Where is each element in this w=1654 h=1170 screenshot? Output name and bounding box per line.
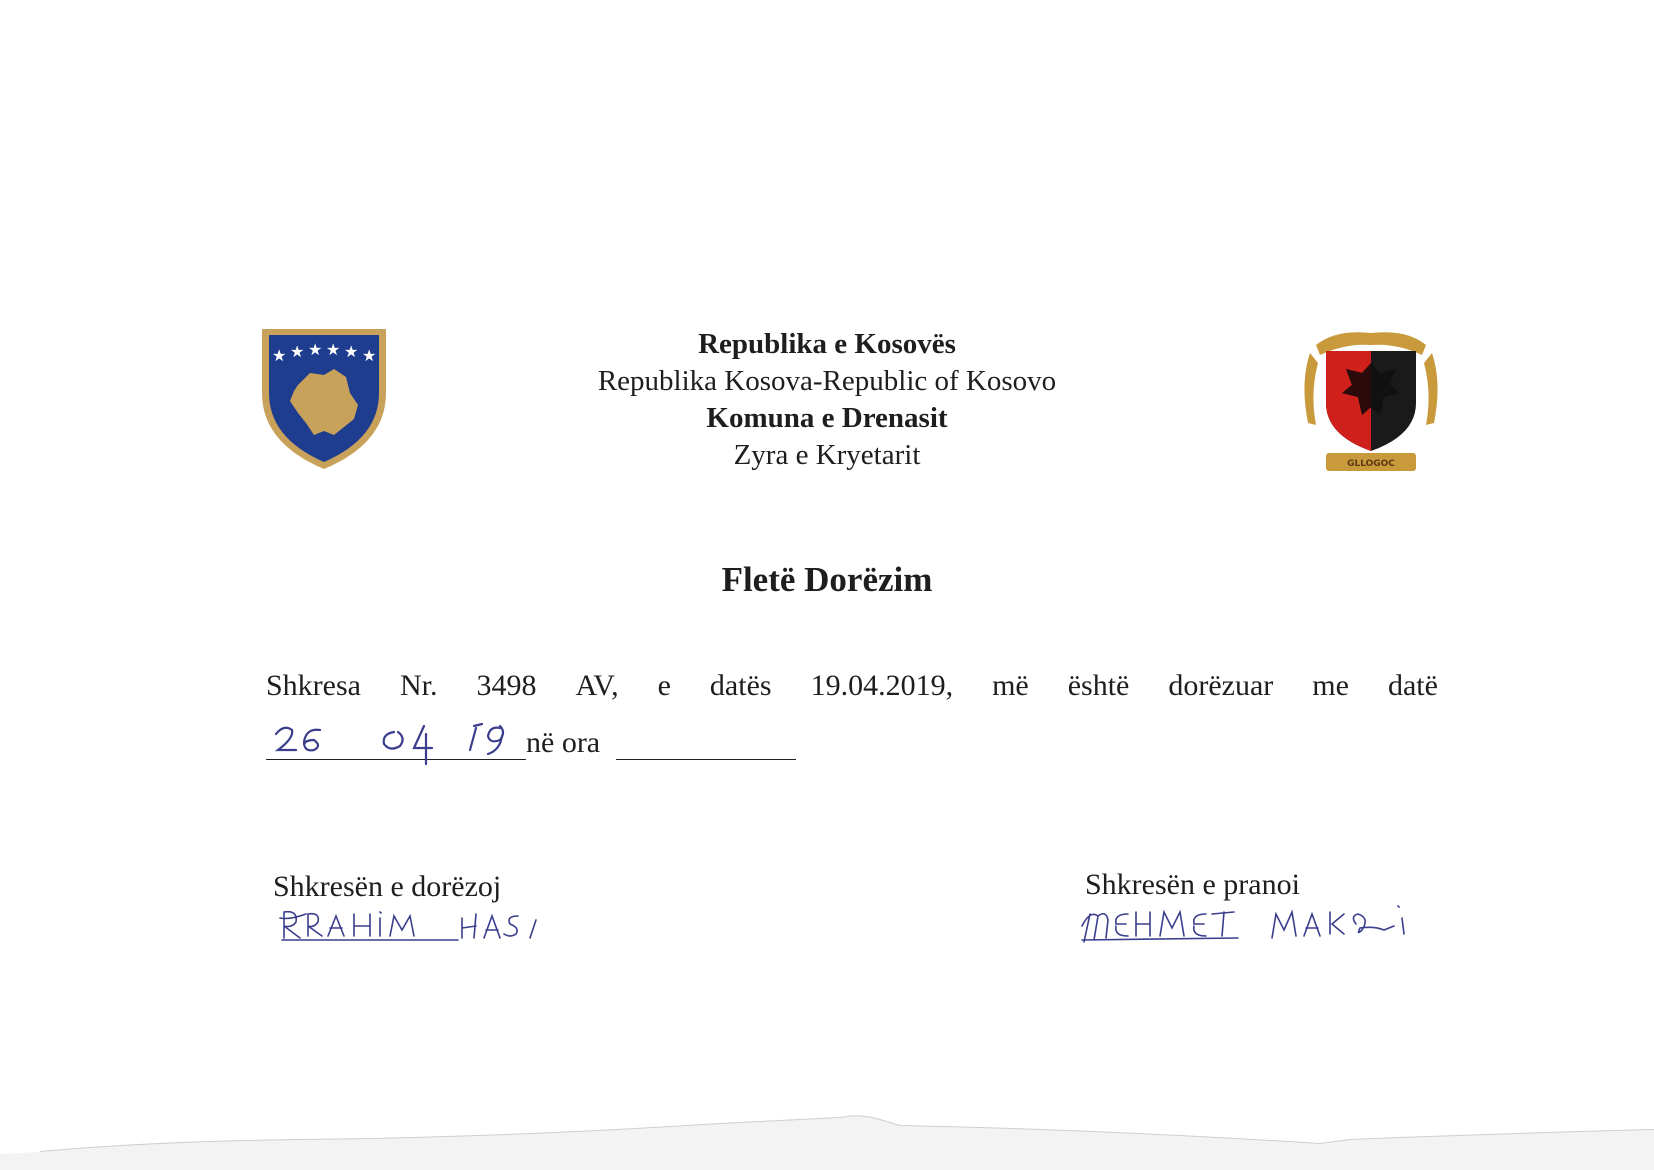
date-time-line xyxy=(266,716,806,766)
municipality-name: Komuna e Drenasit xyxy=(706,402,948,434)
delivery-statement xyxy=(266,666,1438,706)
received-by-label: Shkresën e pranoi xyxy=(1085,868,1300,901)
statement-word: AV, xyxy=(575,669,619,702)
svg-text:★: ★ xyxy=(290,342,305,361)
emblem-banner-text: GLLOGOC xyxy=(1347,459,1395,469)
statement-word: më xyxy=(992,669,1029,702)
statement-word: datës xyxy=(709,669,772,702)
time-label: në ora xyxy=(526,726,601,759)
statement-word: 19.04.2019, xyxy=(810,669,954,702)
office-name: Zyra e Kryetarit xyxy=(733,439,921,471)
statement-word: 3498 xyxy=(476,669,537,702)
statement-word: datë xyxy=(1387,669,1438,702)
svg-text:★: ★ xyxy=(308,340,323,359)
statement-word: dorëzuar xyxy=(1168,669,1274,702)
statement-word: e xyxy=(657,669,671,702)
handwritten-date xyxy=(274,716,534,766)
received-by-signature xyxy=(1078,900,1428,960)
document-title: Fletë Dorëzim xyxy=(721,560,933,599)
country-name-translations: Republika Kosova-Republic of Kosovo xyxy=(597,365,1057,397)
svg-text:★: ★ xyxy=(272,346,287,365)
statement-word: Nr. xyxy=(399,669,438,702)
svg-text:★: ★ xyxy=(362,346,377,365)
statement-word: Shkresa xyxy=(266,669,361,702)
torn-page-edge xyxy=(0,1100,1654,1170)
statement-word: me xyxy=(1312,669,1349,702)
country-name: Republika e Kosovës xyxy=(698,328,956,360)
svg-text:★: ★ xyxy=(326,340,341,359)
drenas-municipal-emblem-icon xyxy=(1296,323,1446,480)
delivered-by-label: Shkresën e dorëzoj xyxy=(273,870,502,903)
svg-text:★: ★ xyxy=(344,342,359,361)
statement-word: është xyxy=(1067,669,1130,702)
time-blank xyxy=(616,759,796,760)
delivered-by-signature xyxy=(278,902,598,952)
